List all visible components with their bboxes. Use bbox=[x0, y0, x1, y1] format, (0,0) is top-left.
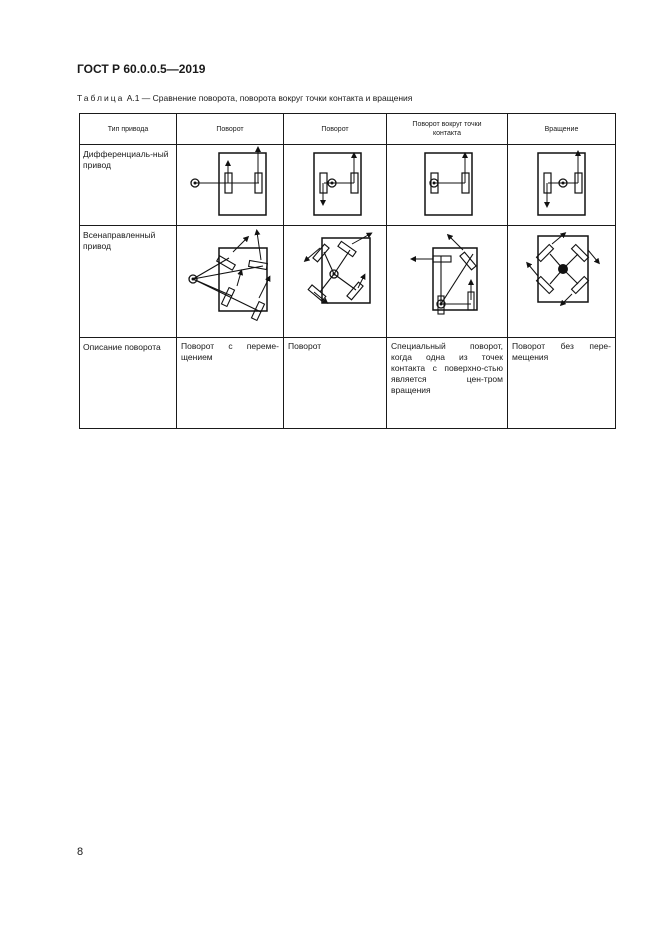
comparison-table bbox=[79, 113, 616, 429]
diagram-diff-rotation bbox=[508, 145, 616, 226]
column-header-drive-type: Тип привода bbox=[80, 114, 177, 145]
row-label-differential: Дифференциаль-ный привод bbox=[80, 145, 177, 226]
column-header-turn-2: Поворот bbox=[284, 114, 387, 145]
table-caption-prefix: Таблица bbox=[77, 93, 125, 103]
row-label-description: Описание поворота bbox=[80, 338, 177, 429]
column-header-rotation: Вращение bbox=[508, 114, 616, 145]
diagram-omni-rotation bbox=[508, 226, 616, 338]
column-header-turn-1: Поворот bbox=[177, 114, 284, 145]
description-turn: Поворот bbox=[284, 338, 387, 429]
table-header-row bbox=[80, 114, 616, 145]
diagram-omni-turn-translation bbox=[177, 226, 284, 338]
description-pivot-turn: Специальный поворот, когда одна из точек контакта с поверхно-стью является цен-тром вращения bbox=[387, 338, 508, 429]
row-label-omnidirectional: Всенаправленный привод bbox=[80, 226, 177, 338]
diagram-diff-turn-translation bbox=[177, 145, 284, 226]
description-turn-translation: Поворот с переме-щением bbox=[177, 338, 284, 429]
document-header: ГОСТ Р 60.0.0.5—2019 bbox=[77, 62, 206, 76]
column-header-pivot-turn: Поворот вокруг точки контакта bbox=[387, 114, 508, 145]
diagram-omni-pivot bbox=[387, 226, 508, 338]
page-number: 8 bbox=[77, 846, 84, 858]
description-rotation: Поворот без пере-мещения bbox=[508, 338, 616, 429]
diagram-diff-pivot bbox=[387, 145, 508, 226]
table-row-omnidirectional bbox=[80, 226, 616, 338]
table-row-differential bbox=[80, 145, 616, 226]
diagram-diff-turn bbox=[284, 145, 387, 226]
table-caption bbox=[77, 93, 412, 103]
diagram-omni-turn bbox=[284, 226, 387, 338]
table-row-description bbox=[80, 338, 616, 429]
table-caption-text: А.1 — Сравнение поворота, поворота вокруг точки контакта и вращения bbox=[124, 93, 413, 103]
